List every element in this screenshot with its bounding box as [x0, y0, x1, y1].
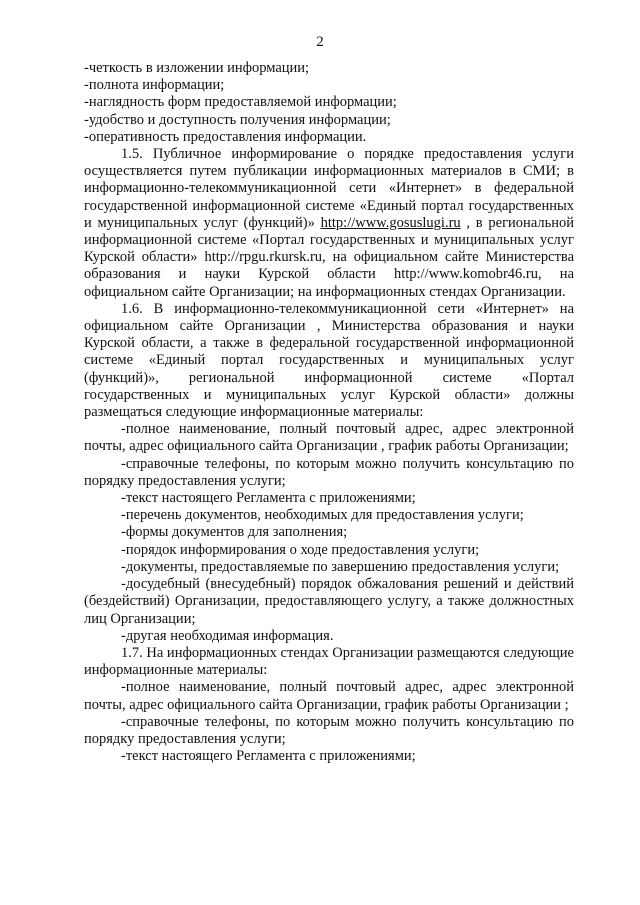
list3-item: -текст настоящего Регламента с приложениями;	[121, 748, 416, 765]
list2-item: -документы, предоставляемые по завершению предоставления услуги;	[121, 558, 560, 575]
list2-item: -текст настоящего Регламента с приложениями;	[121, 490, 416, 507]
list1-item: -удобство и доступность получения информации;	[84, 111, 391, 128]
list2-item: -порядок информирования о ходе предоставления услуги;	[121, 541, 480, 558]
list2-item: -справочные телефоны, по которым можно получить консультацию по порядку предоставления услуги;	[84, 455, 574, 489]
list1-item: -четкость в изложении информации;	[84, 60, 310, 76]
list2-item: -досудебный (внесудебный) порядок обжалования решений и действий (бездействий) Организации, предоставляющего услугу, а также должностных лиц Организации;	[84, 576, 574, 627]
document-body	[84, 60, 574, 765]
gosuslugi-link[interactable]: http://www.gosuslugi.ru	[320, 214, 461, 231]
list2-item: -перечень документов, необходимых для предоставления услуги;	[121, 507, 524, 524]
list3-item: -справочные телефоны, по которым можно получить консультацию по порядку предоставления услуги;	[84, 713, 574, 747]
list1-item: -полнота информации;	[84, 77, 225, 94]
list2-item: -другая необходимая информация.	[121, 627, 334, 644]
paragraph-1-5-before: 1.5. Публичное информирование о порядке предоставления услуги осуществляется путем публикации информационных материалов в СМИ; в информационно-телекоммуникационной сети «Интернет» в федеральной государственной информационной системе «Единый портал государственных и муниципальных услуг (функций)»	[84, 146, 574, 231]
paragraph-1-6: 1.6. В информационно-телекоммуникационной сети «Интернет» на официальном сайте Организации , Министерства образования и науки Курской области, а также в федеральной государственной информационной системе «Единый портал государственных и муниципальных услуг (функций)», региональной информационной системе «Портал государственных и муниципальных услуг Курской области» должны размещаться следующие информационные материалы:	[84, 300, 574, 421]
list1-item: -наглядность форм предоставляемой информации;	[84, 94, 397, 111]
list2-item: -формы документов для заполнения;	[121, 524, 348, 541]
list3-item: -полное наименование, полный почтовый адрес, адрес электронной почты, адрес официального сайта Организации, график работы Организации ;	[84, 679, 574, 713]
list1-item: -оперативность предоставления информации.	[84, 128, 367, 145]
paragraph-1-7: 1.7. На информационных стендах Организации размещаются следующие информационные материалы:	[84, 644, 574, 679]
paragraph-1-5	[84, 146, 574, 301]
list2-item: -полное наименование, полный почтовый адрес, адрес электронной почты, адрес официального сайта Организации , график работы Организации;	[84, 421, 574, 455]
page-number: 2	[316, 34, 324, 50]
paragraph-1-5-after: , в региональной информационной системе «Портал государственных и муниципальных услуг Курской области» http://rpgu.rkursk.ru, на официальном сайте Министерства образования и науки Курской области http://www.komobr46.ru, на официальном сайте Организации; на информационных стендах Организации.	[84, 214, 575, 300]
